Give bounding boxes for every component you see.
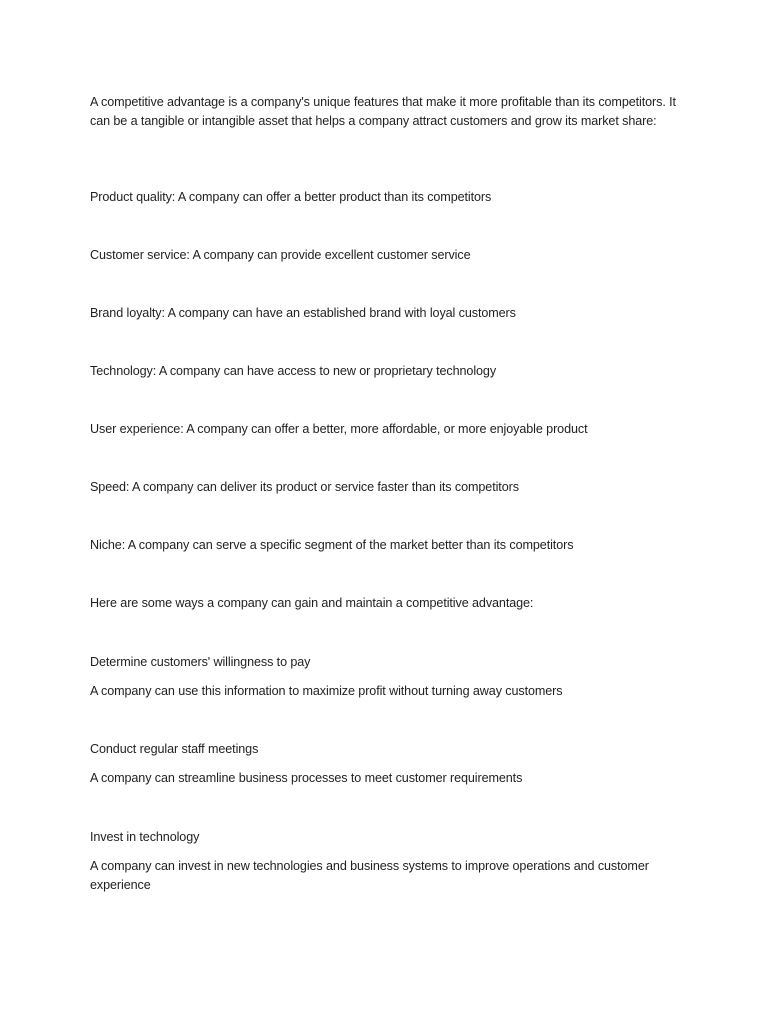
advantage-item-niche: Niche: A company can serve a specific segment of the market better than its competitors	[90, 538, 574, 552]
ways-intro-paragraph: Here are some ways a company can gain and maintain a competitive advantage:	[90, 596, 534, 610]
way-text-invest-technology: A company can invest in new technologies and business systems to improve operations and customer experience	[90, 859, 649, 892]
way-text-willingness-to-pay: A company can use this information to maximize profit without turning away customers	[90, 684, 563, 698]
advantage-item-customer-service: Customer service: A company can provide excellent customer service	[90, 248, 471, 262]
advantage-item-speed: Speed: A company can deliver its product or service faster than its competitors	[90, 480, 519, 494]
way-heading-invest-technology: Invest in technology	[90, 830, 200, 844]
way-heading-willingness-to-pay: Determine customers' willingness to pay	[90, 655, 311, 669]
way-text-staff-meetings: A company can streamline business processes to meet customer requirements	[90, 771, 523, 785]
way-heading-staff-meetings: Conduct regular staff meetings	[90, 742, 259, 756]
advantage-item-product-quality: Product quality: A company can offer a better product than its competitors	[90, 190, 492, 204]
advantage-item-technology: Technology: A company can have access to new or proprietary technology	[90, 364, 497, 378]
advantage-item-user-experience: User experience: A company can offer a better, more affordable, or more enjoyable product	[90, 422, 588, 436]
intro-paragraph: A competitive advantage is a company's unique features that make it more profitable than its competitors. It can be a tangible or intangible asset that helps a company attract customers and grow its market share:	[90, 95, 676, 128]
advantage-item-brand-loyalty: Brand loyalty: A company can have an established brand with loyal customers	[90, 306, 516, 320]
